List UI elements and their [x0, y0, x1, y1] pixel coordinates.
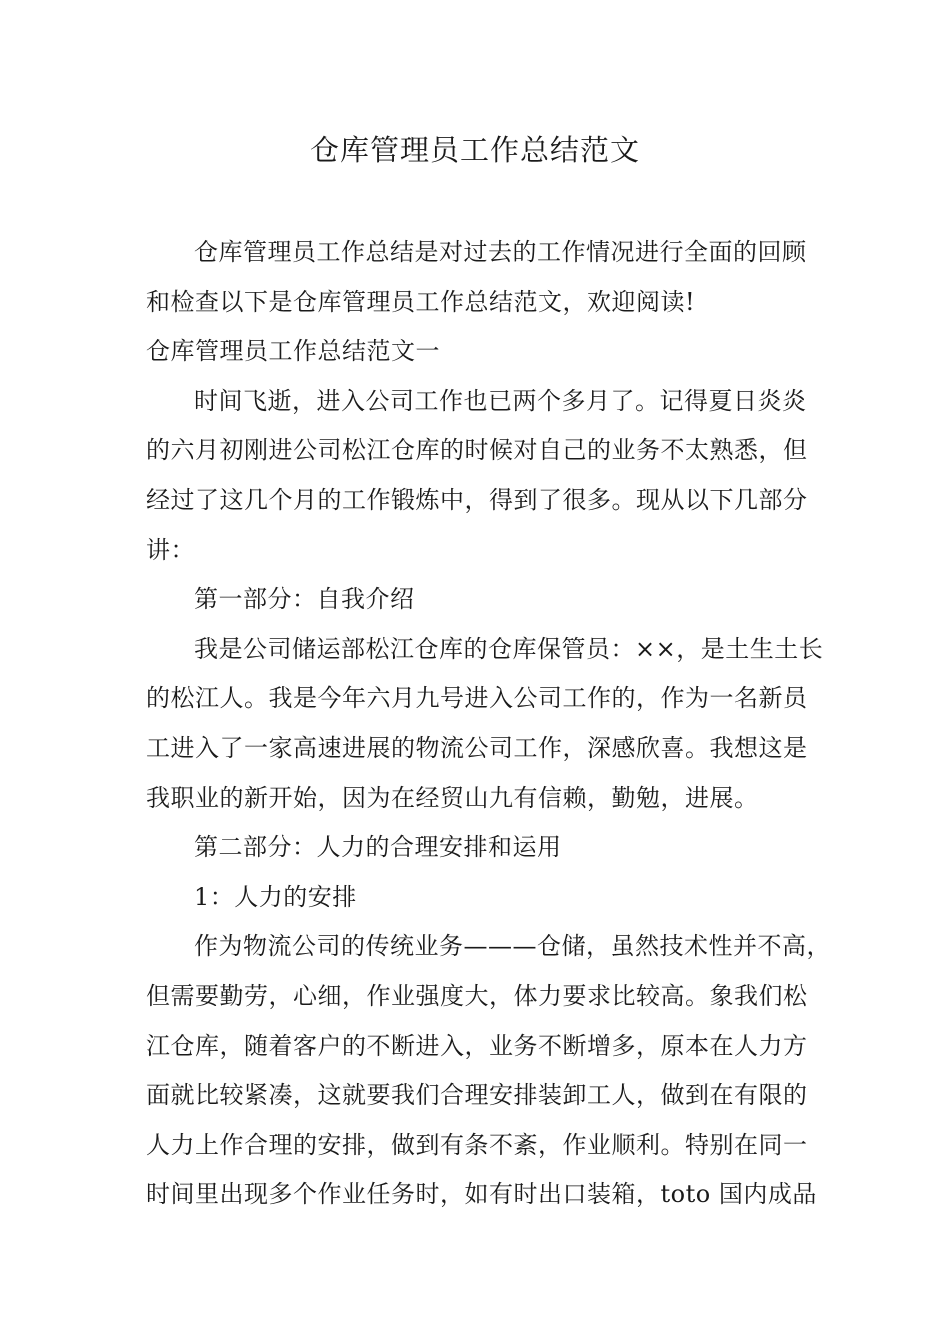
section-heading: 仓库管理员工作总结范文一 [146, 337, 440, 366]
body-line: 作为物流公司的传统业务———仓储，虽然技术性并不高， [194, 932, 831, 961]
body-line: 但需要勤劳，心细，作业强度大，体力要求比较高。象我们松 [146, 981, 808, 1010]
body-line: 和检查以下是仓库管理员工作总结范文，欢迎阅读! [146, 287, 696, 316]
body-line: 讲： [146, 535, 195, 564]
body-line: 经过了这几个月的工作锻炼中，得到了很多。现从以下几部分 [146, 485, 808, 514]
body-line: 的六月初刚进公司松江仓库的时候对自己的业务不太熟悉，但 [146, 436, 808, 465]
body-line: 的松江人。我是今年六月九号进入公司工作的，作为一名新员 [146, 684, 808, 713]
body-line: 仓库管理员工作总结是对过去的工作情况进行全面的回顾 [194, 238, 807, 266]
body-line: 人力上作合理的安排，做到有条不紊，作业顺利。特别在同一 [146, 1130, 808, 1159]
subsection-heading: 1：人力的安排 [194, 882, 357, 911]
section-heading: 第一部分：自我介绍 [194, 585, 415, 614]
body-line: 时间飞逝，进入公司工作也已两个多月了。记得夏日炎炎 [194, 386, 807, 415]
body-line: 时间里出现多个作业任务时，如有时出口装箱，toto 国内成品 [146, 1180, 817, 1209]
document-title: 仓库管理员工作总结范文 [309, 133, 640, 167]
body-line: 江仓库，随着客户的不断进入，业务不断增多，原本在人力方 [146, 1031, 808, 1060]
section-heading: 第二部分：人力的合理安排和运用 [194, 833, 562, 862]
body-line: 我是公司储运部松江仓库的仓库保管员：××，是土生土长 [194, 634, 824, 663]
body-line: 面就比较紧凑，这就要我们合理安排装卸工人，做到在有限的 [146, 1081, 808, 1110]
document-body [146, 228, 831, 1220]
body-line: 我职业的新开始，因为在经贸山九有信赖，勤勉，进展。 [146, 783, 759, 812]
body-line: 工进入了一家高速进展的物流公司工作，深感欣喜。我想这是 [146, 733, 808, 762]
